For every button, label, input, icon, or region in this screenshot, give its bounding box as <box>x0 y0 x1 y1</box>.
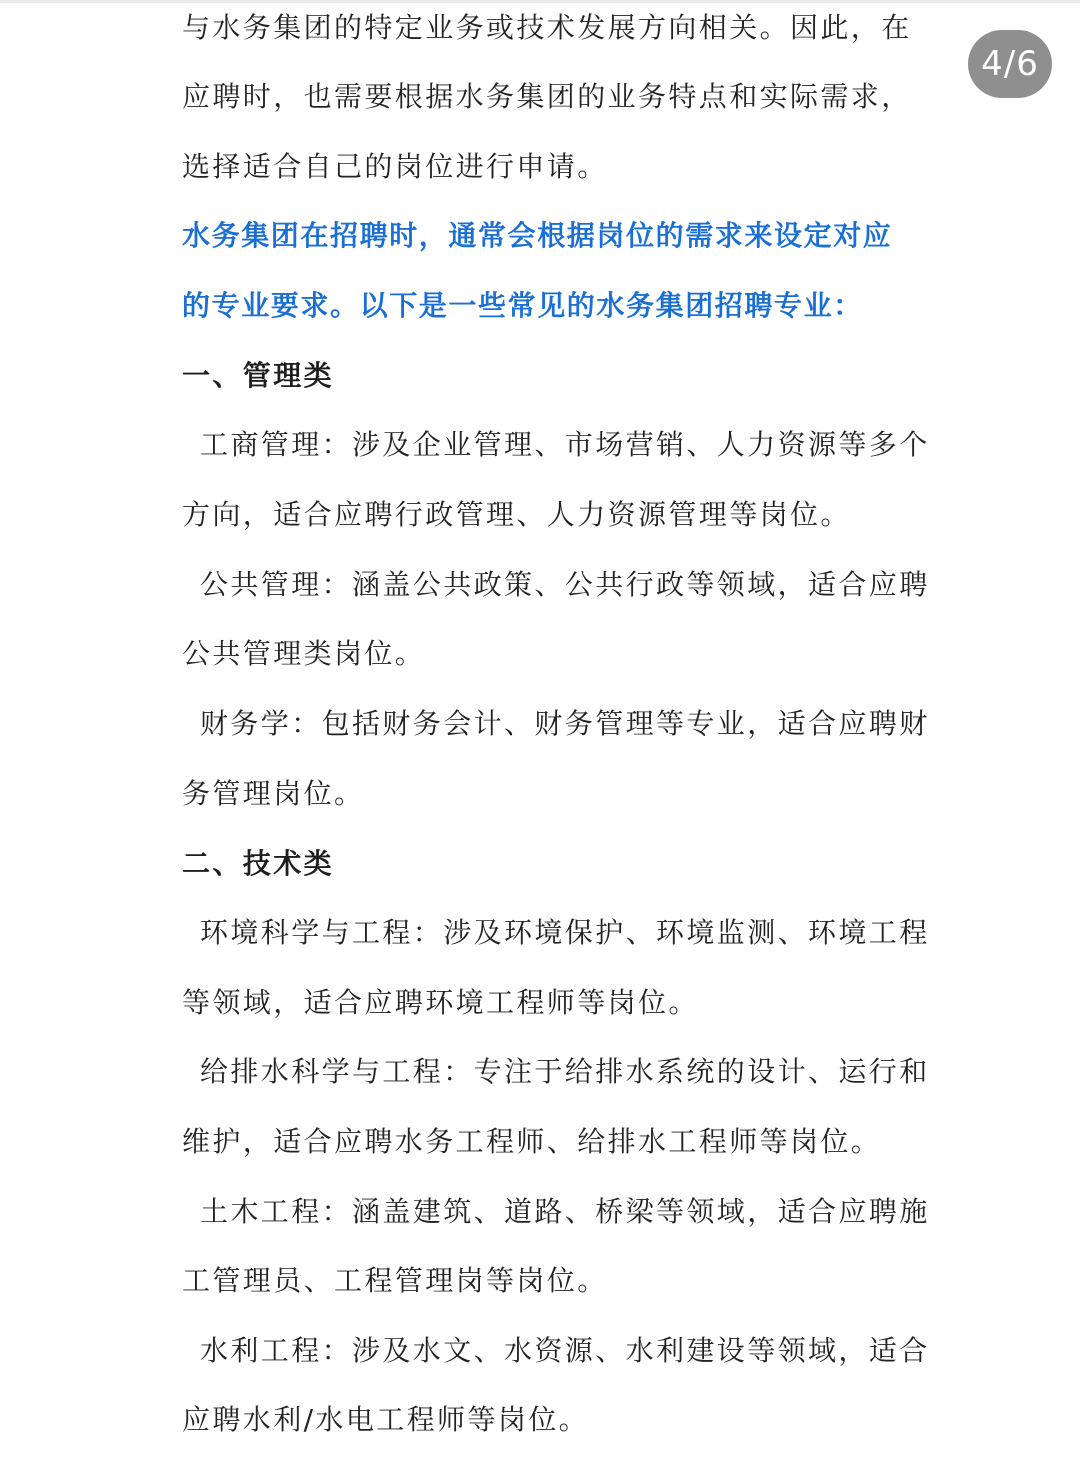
technical-item-2-line-1: 给排水科学与工程：专注于给排水系统的设计、运行和 <box>200 1055 930 1088</box>
management-item-2-line-2: 公共管理类岗位。 <box>182 637 426 670</box>
technical-item-4-line-2: 应聘水利/水电工程师等岗位。 <box>182 1403 590 1436</box>
technical-item-1-line-2: 等领域，适合应聘环境工程师等岗位。 <box>182 986 699 1019</box>
management-item-3-line-1: 财务学：包括财务会计、财务管理等专业，适合应聘财 <box>200 707 930 740</box>
technical-item-2-line-2: 维护，适合应聘水务工程师、给排水工程师等岗位。 <box>182 1125 882 1158</box>
section-heading-management: 一、管理类 <box>182 359 335 392</box>
technical-item-3-line-1: 土木工程：涵盖建筑、道路、桥梁等领域，适合应聘施 <box>200 1195 930 1228</box>
section-heading-technical: 二、技术类 <box>182 847 335 880</box>
intro-line-3: 选择适合自己的岗位进行申请。 <box>182 150 608 183</box>
top-edge-divider <box>0 0 1080 3</box>
intro-line-1: 与水务集团的特定业务或技术发展方向相关。因此，在 <box>182 11 912 44</box>
management-item-1-line-1: 工商管理：涉及企业管理、市场营销、人力资源等多个 <box>200 428 930 461</box>
highlight-line-1: 水务集团在招聘时，通常会根据岗位的需求来设定对应 <box>182 219 893 252</box>
technical-item-4-line-1: 水利工程：涉及水文、水资源、水利建设等领域，适合 <box>200 1334 930 1367</box>
page-indicator: 4/6 <box>968 30 1052 98</box>
technical-item-3-line-2: 工管理员、工程管理岗等岗位。 <box>182 1264 608 1297</box>
management-item-3-line-2: 务管理岗位。 <box>182 777 365 810</box>
intro-line-2: 应聘时，也需要根据水务集团的业务特点和实际需求， <box>182 80 912 113</box>
technical-item-1-line-1: 环境科学与工程：涉及环境保护、环境监测、环境工程 <box>200 916 930 949</box>
highlight-line-2: 的专业要求。以下是一些常见的水务集团招聘专业： <box>182 289 863 322</box>
management-item-1-line-2: 方向，适合应聘行政管理、人力资源管理等岗位。 <box>182 498 851 531</box>
management-item-2-line-1: 公共管理：涵盖公共政策、公共行政等领域，适合应聘 <box>200 568 930 601</box>
